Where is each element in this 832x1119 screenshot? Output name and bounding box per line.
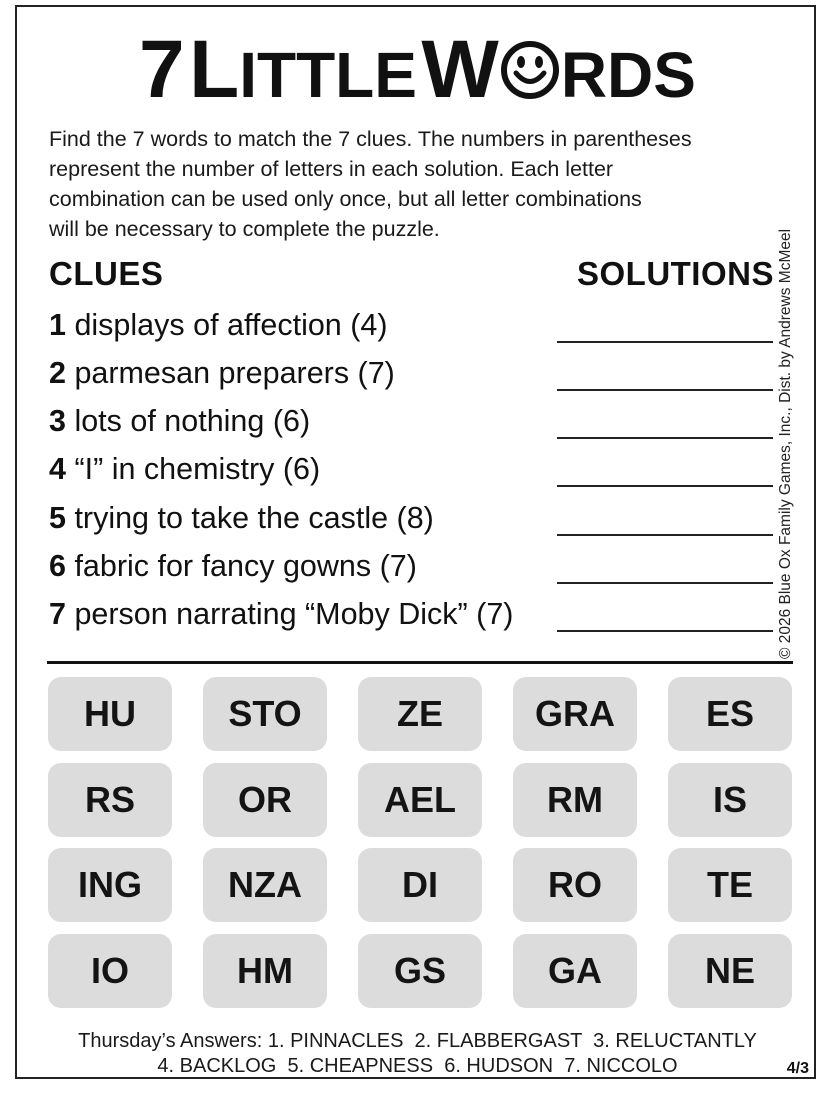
clue-2 bbox=[49, 358, 395, 389]
letter-tile[interactable]: AEL bbox=[358, 763, 482, 837]
puzzle-title bbox=[17, 24, 816, 115]
letter-tile[interactable]: RM bbox=[513, 763, 637, 837]
previous-answers-line-2: 4. BACKLOG 5. CHEAPNESS 6. HUDSON 7. NICCOLO bbox=[157, 1055, 678, 1077]
solution-blank-5[interactable] bbox=[557, 534, 773, 536]
instructions-line: combination can be used only once, but all letter combinations bbox=[49, 187, 642, 211]
clue-text: trying to take the castle (8) bbox=[65, 501, 434, 535]
clue-number: 5 bbox=[49, 501, 66, 535]
instructions-line: Find the 7 words to match the 7 clues. The numbers in parentheses bbox=[49, 127, 692, 151]
title-word-1-initial: L bbox=[189, 24, 240, 115]
instructions-line: represent the number of letters in each solution. Each letter bbox=[49, 157, 614, 181]
letter-tile[interactable]: RO bbox=[513, 848, 637, 922]
solution-blank-4[interactable] bbox=[557, 485, 773, 487]
letter-tile[interactable]: HU bbox=[48, 677, 172, 751]
letter-tile[interactable]: OR bbox=[203, 763, 327, 837]
smiley-face-icon bbox=[500, 40, 560, 100]
clue-number: 2 bbox=[49, 356, 66, 390]
letter-tile[interactable]: IO bbox=[48, 934, 172, 1008]
clue-text: “I” in chemistry (6) bbox=[65, 452, 321, 486]
letter-tile[interactable]: NE bbox=[668, 934, 792, 1008]
letter-tile[interactable]: GS bbox=[358, 934, 482, 1008]
title-word-1-rest: ITTLE bbox=[239, 39, 417, 111]
copyright-notice: © 2026 Blue Ox Family Games, Inc., Dist. by Andrews McMeel bbox=[777, 228, 794, 659]
clue-1 bbox=[49, 310, 388, 341]
clue-3 bbox=[49, 406, 310, 437]
letter-tile[interactable]: GA bbox=[513, 934, 637, 1008]
clue-7 bbox=[49, 599, 513, 630]
title-word-2-initial: W bbox=[421, 24, 499, 115]
instructions-line: will be necessary to complete the puzzle. bbox=[49, 217, 440, 241]
clue-text: displays of affection (4) bbox=[65, 308, 388, 342]
title-number: 7 bbox=[139, 24, 185, 115]
clue-6 bbox=[49, 551, 417, 582]
clue-number: 3 bbox=[49, 404, 66, 438]
instructions bbox=[49, 124, 809, 244]
solutions-heading: SOLUTIONS bbox=[576, 255, 774, 292]
letter-tile[interactable]: ES bbox=[668, 677, 792, 751]
clue-number: 6 bbox=[49, 549, 66, 583]
section-divider bbox=[47, 661, 793, 664]
clue-number: 7 bbox=[49, 597, 66, 631]
letter-tile[interactable]: GRA bbox=[513, 677, 637, 751]
clue-number: 1 bbox=[49, 308, 66, 342]
letter-tile[interactable]: STO bbox=[203, 677, 327, 751]
clue-text: parmesan preparers (7) bbox=[65, 356, 395, 390]
solution-blank-6[interactable] bbox=[557, 582, 773, 584]
letter-tile[interactable]: DI bbox=[358, 848, 482, 922]
letter-tile[interactable]: RS bbox=[48, 763, 172, 837]
solution-blank-3[interactable] bbox=[557, 437, 773, 439]
letter-tile[interactable]: IS bbox=[668, 763, 792, 837]
clue-text: fabric for fancy gowns (7) bbox=[65, 549, 417, 583]
letter-tile[interactable]: ZE bbox=[358, 677, 482, 751]
clue-4 bbox=[49, 454, 320, 485]
letter-tile[interactable]: TE bbox=[668, 848, 792, 922]
clue-text: person narrating “Moby Dick” (7) bbox=[65, 597, 514, 631]
previous-answers-line-1: Thursday’s Answers: 1. PINNACLES 2. FLABBERGAST 3. RELUCTANTLY bbox=[78, 1030, 757, 1052]
clue-text: lots of nothing (6) bbox=[65, 404, 311, 438]
solution-blank-1[interactable] bbox=[557, 341, 773, 343]
title-word-2-rest: RDS bbox=[560, 39, 696, 111]
clues-heading: CLUES bbox=[49, 255, 164, 292]
letter-tile[interactable]: HM bbox=[203, 934, 327, 1008]
puzzle-frame bbox=[15, 5, 816, 1079]
letter-tile[interactable]: NZA bbox=[203, 848, 327, 922]
clue-5 bbox=[49, 503, 434, 534]
puzzle-date: 4/3 bbox=[786, 1060, 809, 1077]
solution-blank-7[interactable] bbox=[557, 630, 773, 632]
letter-tile[interactable]: ING bbox=[48, 848, 172, 922]
clue-number: 4 bbox=[49, 452, 66, 486]
solution-blank-2[interactable] bbox=[557, 389, 773, 391]
